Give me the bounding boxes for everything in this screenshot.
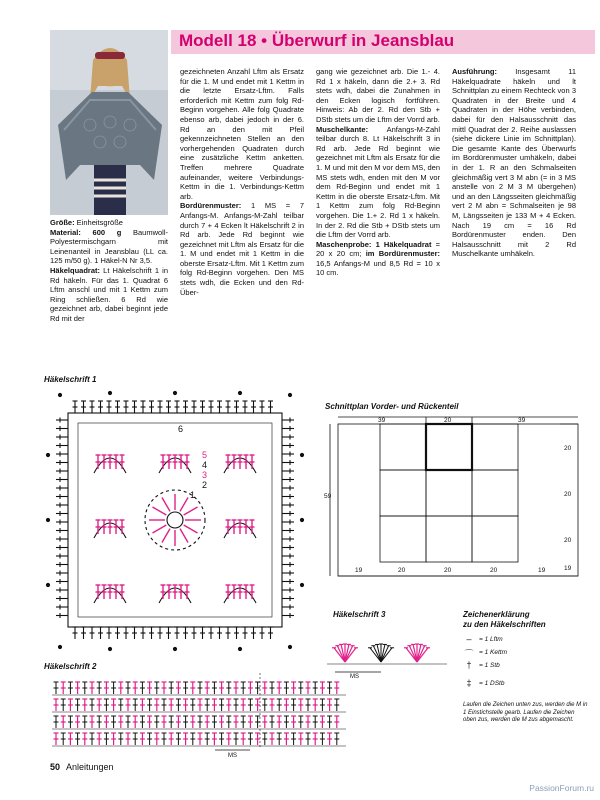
dim-bottom-2: 20 xyxy=(398,567,406,574)
chart3-title: Häkelschrift 3 xyxy=(333,610,386,619)
ms-label: MS xyxy=(350,674,359,680)
dim-bottom-4: 20 xyxy=(490,567,498,574)
round-number: 3 xyxy=(202,470,208,480)
chart1-title: Häkelschrift 1 xyxy=(44,375,97,384)
legend-row: – = 1 Lftm xyxy=(463,634,588,647)
paragraph-maschenprobe: Maschenprobe: 1 Häkelquadrat = 20 x 20 cm; im Bordürenmuster: 16,5 Anfangs-M und 8,5 Rd = 10 x 10 cm. xyxy=(316,239,441,278)
paragraph-muschelkante: Muschelkante: Anfangs-M-Zahl teilbar durch 8. Lt Häkelschrift 3 in Rd arb. Jede Rd beginnt wie gezeichnet mit Lftm als Ersatz für die 1. M und mit den M vor dem MS, den MS stets wdh, enden mit den M vor dem Rd-Beginn und endet mit 1 Kettm in die oberste Ersatz-Lftm. Mit 1 Kettm zum folg Rd-Beginn vorgehen. Die 1.+ 2. Rd 1 x häkeln. In der 2. Rd die Stb + DStb stets um die Lftm der Vorrd arb. xyxy=(316,124,440,240)
dim-top-1: 39 xyxy=(378,417,386,424)
crochet-chart-2 xyxy=(50,673,350,758)
cross-stem-icon: † xyxy=(466,660,472,670)
model-photo xyxy=(50,30,168,215)
text-column-1 xyxy=(50,218,168,324)
legend-subheading: zu den Häkelschriften xyxy=(463,620,546,629)
crochet-chart-1 xyxy=(40,385,310,655)
paragraph-continuation: gezeichneten Anzahl Lftm als Ersatz für die 1. M und endet mit 1 Kettm in die letzte Ersatz-Lftm. Falls erforderlich mit Kettm zum folg Rd-Beginn vorgehen. Alle folg Quadrate ebenso arb, dabei jedoch in der 6. Rd an den mit Pfeil gekennzeichneten Stellen an den vorhergehenden Quadraten durch eine zusätzliche Kettm anketten. Treffen mehrere Quadrate aufeinander, weitere Verbindungs-Kettm in die 1. Verbindungs-Kettm arb. xyxy=(180,67,304,201)
chart2-title: Häkelschrift 2 xyxy=(44,662,97,671)
round-number: 1 xyxy=(190,490,196,500)
dim-top-2: 20 xyxy=(444,417,452,424)
text-column-4 xyxy=(452,67,576,259)
schnittplan-diagram xyxy=(320,412,590,582)
round-number: 4 xyxy=(202,460,208,470)
page-footer xyxy=(50,762,114,772)
arc-icon: ⌒ xyxy=(464,649,474,659)
double-cross-stem-icon: ‡ xyxy=(466,678,472,688)
model-illustration xyxy=(50,30,168,215)
paragraph-ausfuehrung: Ausführung: Insgesamt 11 Häkelquadrate häkeln und lt Schnittplan zu einem Rechteck von 3 Quadraten in der Breite und 4 Quadraten in der Höhe verbinden, dabei für den Halsausschnitt das mittl Quadrat der 2. Reihe auslassen (siehe dickere Linie im Schnittplan). Die gesamte Kante des Überwurfs im Bordürenmuster umhäkeln, dabei in der 1. R an den Schmalseiten gleichmäßig vert 3 M abn (= in 3 MS anstelle von 2 M 3 M übergehen) und an den Längsseiten gleichmäßig vert 2 M abn = Schmalseiten je 98 M, Längsseiten je 133 M + 4 Ecken. Nach 19 cm = 16 Rd Bordürenmuster enden. Den Halsausschnitt mit 2 Rd Muschelkante umhäkeln. xyxy=(452,67,576,259)
paragraph-material: Material: 600 g Baumwoll-Polyestermischgarn mit Leinenanteil in Jeansblau (LL ca. 125 m/50 g). 1 Häkel-N Nr 3,5. xyxy=(50,227,169,266)
watermark: PassionForum.ru xyxy=(529,783,594,793)
paragraph-continuation-2: gang wie gezeichnet arb. Die 1.- 4. Rd 1 x häkeln, dann die 2.+ 3. Rd stets wdh, dabei die Zunahmen in den Ecken logisch fortführen. Hinweis: Ab der 2. Rd den Stb + DStb stets um die Lftm der Vorrd arb. xyxy=(316,67,440,124)
dim-top-3: 39 xyxy=(518,417,526,424)
text-column-3 xyxy=(316,67,440,278)
round-number: 5 xyxy=(202,450,208,460)
legend-heading: Zeichenerklärung xyxy=(463,610,530,619)
round-number: 2 xyxy=(202,480,208,490)
title-bar xyxy=(171,30,595,54)
dim-right-2: 20 xyxy=(564,491,572,498)
dim-bottom-3: 20 xyxy=(444,567,452,574)
legend-row: † = 1 Stb xyxy=(463,660,588,678)
dim-bottom-5: 19 xyxy=(538,567,546,574)
page-number: 50 xyxy=(50,762,61,772)
schnittplan-title: Schnittplan Vorder- und Rückenteil xyxy=(325,402,459,411)
ms-label-2: MS xyxy=(228,753,237,758)
text-column-2 xyxy=(180,67,304,297)
paragraph-bordurenmuster: Bordürenmuster: 1 MS = 7 Anfangs-M. Anfangs-M-Zahl teilbar durch 7 + 4 Ecken lt Häkelschrift 2 in Rd arb. Jede Rd beginnt wie gezeichnet mit Lftm als Ersatz für die 1. M und endet mit 1 Kettm in die oberste Ersatz-Lftm. Mit 1 Kettm zum folg Rd-Beginn vorgehen. Den MS stets wdh, die Ecken und den Rd-Über- xyxy=(180,201,304,297)
dim-bottom-1: 19 xyxy=(355,567,363,574)
legend-row: ‡ = 1 DStb xyxy=(463,678,588,696)
symbol-legend xyxy=(463,610,588,725)
dim-left: 59 xyxy=(324,493,332,500)
paragraph-size: Größe: Einheitsgröße xyxy=(50,218,123,227)
dim-right-4: 19 xyxy=(564,565,572,572)
paragraph-haekelquadrat: Häkelquadrat: Lt Häkelschrift 1 in Rd häkeln. Für das 1. Quadrat 6 Lftm anschl und mit 1 Kettm zum Ring schließen. 6 Rd wie gezeichnet arb, dabei beginnt jede Rd mit der xyxy=(50,265,168,323)
legend-note: Laufen die Zeichen unten zus, werden die M in 1 Einstichstelle gearb. Laufen die Zeichen oben zus, werden die M zus abgemascht. xyxy=(463,702,588,723)
dim-right-3: 20 xyxy=(564,537,572,544)
horizontal-dash-icon: – xyxy=(466,634,472,644)
dim-right-1: 20 xyxy=(564,445,572,452)
section-name: Anleitungen xyxy=(66,762,114,772)
crochet-chart-3 xyxy=(325,620,450,680)
legend-row: ⌒ = 1 Kettm xyxy=(464,649,507,659)
page-title: Modell 18 • Überwurf in Jeansblau xyxy=(179,31,455,50)
round-number: 6 xyxy=(178,424,184,434)
